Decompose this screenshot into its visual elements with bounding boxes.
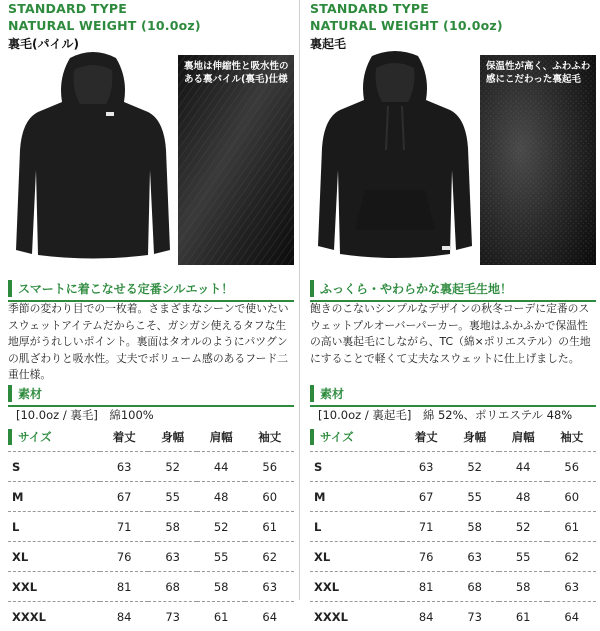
table-cell: 81 [100, 572, 149, 602]
description-text: 季節の変わり目での一枚着。さまざまなシーンで使いたいスウェットアイテムだからこそ、ガシガシ使えるタフな生地厚がうれしいポイント。裏面はタオルのようにパツグンの肌ざわりと吸水性。丈夫でボリューム感のあるフード二重仕様。 [8, 301, 294, 384]
fleece-hoodie-image [310, 50, 480, 265]
product-photo-area [8, 50, 294, 268]
size-cell: XXL [8, 572, 100, 602]
table-cell: 67 [402, 482, 451, 512]
description-text: 飽きのこないシンプルなデザインの秋冬コーデに定番のスウェットプルオーバーパーカー。裏地はふかふかで保温性の高い裏起毛にしながら、TC（綿×ポリエステル）の生地にすることで軽くて丈夫なスウェットに仕上げました。 [310, 301, 596, 367]
length-header-cell: 着丈 [402, 423, 451, 452]
table-cell: 48 [197, 482, 246, 512]
table-cell: 63 [450, 542, 499, 572]
table-cell: 55 [499, 542, 548, 572]
table-cell: 60 [547, 482, 596, 512]
swatch-caption: 保温性が高く、ふわふわ感にこだわった裏起毛 [486, 60, 592, 86]
table-cell: 44 [499, 452, 548, 482]
type-line-1: STANDARD TYPE [8, 0, 294, 17]
section-marker [310, 280, 314, 297]
size-cell: XXL [310, 572, 402, 602]
sleeve-header-cell: 袖丈 [245, 423, 294, 452]
feature-title-text: スマートに着こなせる定番シルエット！ [18, 280, 233, 297]
fleece-fabric-swatch [480, 55, 596, 265]
table-cell: 48 [499, 482, 548, 512]
table-cell: 84 [100, 602, 149, 631]
product-photo-area [310, 50, 596, 268]
type-line-1: STANDARD TYPE [310, 0, 596, 17]
material-text: [10.0oz / 裏起毛] 綿 52%、ポリエステル 48% [318, 407, 572, 423]
size-cell: M [8, 482, 100, 512]
swatch-caption: 裏地は伸縮性と吸水性のある裏パイル(裏毛)仕様 [184, 60, 290, 86]
table-cell: 64 [547, 602, 596, 631]
table-cell: 64 [245, 602, 294, 631]
size-cell: XXXL [310, 602, 402, 631]
size-cell: XXXL [8, 602, 100, 631]
size-cell: L [310, 512, 402, 542]
size-cell: XL [8, 542, 100, 572]
size-table-header [310, 423, 596, 452]
table-cell: 52 [148, 452, 197, 482]
table-cell: 44 [197, 452, 246, 482]
table-row [310, 602, 596, 631]
material-title [310, 383, 596, 407]
material-title [8, 383, 294, 407]
sleeve-header-cell: 袖丈 [547, 423, 596, 452]
material-title-text: 素材 [320, 385, 344, 402]
size-table-header [8, 423, 294, 452]
table-cell: 52 [197, 512, 246, 542]
feature-title [310, 278, 596, 302]
size-cell: S [8, 452, 100, 482]
table-cell: 61 [245, 512, 294, 542]
shoulder-header-cell: 肩幅 [197, 423, 246, 452]
feature-title [8, 278, 294, 302]
table-cell: 58 [148, 512, 197, 542]
table-cell: 56 [245, 452, 294, 482]
table-row [8, 602, 294, 631]
table-cell: 62 [245, 542, 294, 572]
type-line-2: NATURAL WEIGHT (10.0oz) [310, 17, 596, 34]
table-cell: 63 [100, 452, 149, 482]
table-cell: 55 [197, 542, 246, 572]
width-header-cell: 身幅 [148, 423, 197, 452]
table-cell: 76 [100, 542, 149, 572]
table-cell: 52 [450, 452, 499, 482]
table-cell: 60 [245, 482, 294, 512]
table-cell: 73 [148, 602, 197, 631]
table-cell: 61 [547, 512, 596, 542]
table-row [310, 512, 596, 542]
table-cell: 58 [499, 572, 548, 602]
table-cell: 61 [197, 602, 246, 631]
table-row [8, 482, 294, 512]
pile-fabric-swatch [178, 55, 294, 265]
table-cell: 73 [450, 602, 499, 631]
table-cell: 68 [450, 572, 499, 602]
column-divider [299, 0, 300, 600]
table-cell: 52 [499, 512, 548, 542]
size-cell: L [8, 512, 100, 542]
table-row [8, 452, 294, 482]
material-text: [10.0oz / 裏毛] 綿100% [16, 407, 154, 423]
table-cell: 63 [245, 572, 294, 602]
table-cell: 63 [402, 452, 451, 482]
table-cell: 71 [100, 512, 149, 542]
table-row [310, 452, 596, 482]
shoulder-header-cell: 肩幅 [499, 423, 548, 452]
table-row [8, 512, 294, 542]
table-cell: 55 [148, 482, 197, 512]
table-row [8, 572, 294, 602]
table-cell: 58 [450, 512, 499, 542]
material-title-text: 素材 [18, 385, 42, 402]
table-cell: 71 [402, 512, 451, 542]
section-marker [8, 280, 12, 297]
table-cell: 55 [450, 482, 499, 512]
table-row [310, 542, 596, 572]
fabric-label: 裏毛(パイル) [8, 35, 294, 52]
table-cell: 67 [100, 482, 149, 512]
size-cell: S [310, 452, 402, 482]
table-cell: 62 [547, 542, 596, 572]
right-product-column [310, 0, 596, 600]
length-header-cell: 着丈 [100, 423, 149, 452]
table-cell: 63 [148, 542, 197, 572]
table-row [310, 572, 596, 602]
feature-title-text: ふっくら・やわらかな裏起毛生地！ [320, 280, 512, 297]
table-cell: 58 [197, 572, 246, 602]
size-cell: XL [310, 542, 402, 572]
table-cell: 84 [402, 602, 451, 631]
left-product-column [8, 0, 294, 600]
pile-hoodie-image [8, 50, 178, 265]
type-line-2: NATURAL WEIGHT (10.0oz) [8, 17, 294, 34]
table-cell: 61 [499, 602, 548, 631]
width-header-cell: 身幅 [450, 423, 499, 452]
table-cell: 56 [547, 452, 596, 482]
section-marker [310, 385, 314, 402]
table-cell: 81 [402, 572, 451, 602]
table-cell: 63 [547, 572, 596, 602]
size-cell: M [310, 482, 402, 512]
table-row [310, 482, 596, 512]
table-cell: 68 [148, 572, 197, 602]
section-marker [8, 385, 12, 402]
table-cell: 76 [402, 542, 451, 572]
table-row [8, 542, 294, 572]
fabric-label: 裏起毛 [310, 35, 596, 52]
size-header-cell: サイズ [8, 423, 100, 452]
size-header-cell: サイズ [310, 423, 402, 452]
